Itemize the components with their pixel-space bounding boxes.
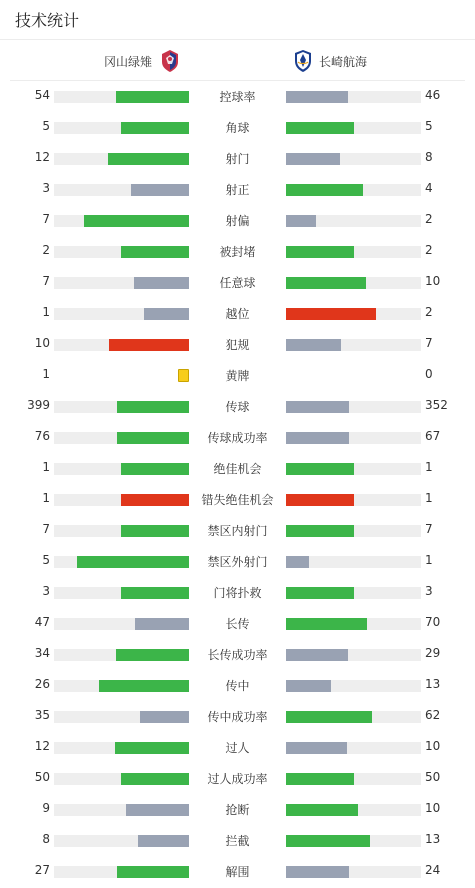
stat-label: 传中	[225, 679, 250, 693]
away-stat-bar-fill	[286, 494, 354, 506]
away-stat-bar-fill	[286, 153, 340, 165]
away-stat-bar	[286, 680, 421, 692]
home-stat-bar-fill	[117, 866, 189, 878]
home-stat-bar-fill	[121, 463, 189, 475]
stat-row	[0, 484, 475, 515]
away-stat-bar-fill	[286, 587, 354, 599]
away-stat-value: 50	[425, 770, 441, 784]
home-stat-value: 1	[42, 305, 50, 319]
away-stat-value: 62	[425, 708, 441, 722]
home-stat-value: 1	[42, 491, 50, 505]
away-stat-bar	[286, 742, 421, 754]
home-stat-bar-fill	[77, 556, 189, 568]
home-stat-bar-fill	[99, 680, 189, 692]
stat-label: 传球成功率	[207, 431, 268, 445]
away-stat-value: 10	[425, 739, 441, 753]
home-stat-bar	[54, 184, 189, 196]
stat-label: 禁区内射门	[207, 524, 268, 538]
away-stat-value: 24	[425, 863, 441, 877]
home-stat-bar	[54, 618, 189, 630]
home-stat-bar	[54, 835, 189, 847]
stat-label: 绝佳机会	[213, 462, 262, 476]
stat-label: 过人	[225, 741, 250, 755]
home-stat-bar-fill	[121, 587, 189, 599]
home-stat-bar	[54, 463, 189, 475]
home-stat-value: 76	[34, 429, 50, 443]
page-header	[0, 0, 475, 40]
home-stat-bar-fill	[121, 122, 189, 134]
stat-label: 门将扑救	[213, 586, 262, 600]
away-stat-value: 2	[425, 305, 433, 319]
away-stat-bar-fill	[286, 432, 349, 444]
away-stat-bar	[286, 556, 421, 568]
stat-label: 控球率	[219, 90, 256, 104]
stat-row	[0, 360, 475, 391]
stat-row	[0, 546, 475, 577]
home-stat-value: 8	[42, 832, 50, 846]
stat-label: 射门	[225, 152, 250, 166]
home-stat-bar-fill	[117, 401, 189, 413]
home-stat-value: 50	[34, 770, 50, 784]
away-stat-bar-fill	[286, 680, 331, 692]
away-team[interactable]	[293, 49, 367, 73]
home-stat-bar-fill	[126, 804, 189, 816]
away-stat-value: 70	[425, 615, 441, 629]
stat-row	[0, 763, 475, 794]
home-stat-bar	[54, 339, 189, 351]
away-stat-bar	[286, 91, 421, 103]
away-stat-bar	[286, 339, 421, 351]
away-stat-bar	[286, 153, 421, 165]
home-stat-bar	[54, 277, 189, 289]
yellow-card-icon	[178, 369, 189, 382]
away-stat-bar	[286, 184, 421, 196]
home-stat-bar	[54, 804, 189, 816]
away-stat-bar-fill	[286, 401, 349, 413]
away-stat-bar	[286, 494, 421, 506]
stat-label: 任意球	[219, 276, 256, 290]
home-stat-bar	[54, 556, 189, 568]
home-stat-value: 7	[42, 274, 50, 288]
stat-row	[0, 174, 475, 205]
stat-row	[0, 143, 475, 174]
home-stat-value: 3	[42, 181, 50, 195]
teams-header	[10, 40, 465, 81]
away-stat-bar-fill	[286, 215, 316, 227]
home-stat-bar-fill	[116, 91, 189, 103]
stat-row	[0, 608, 475, 639]
home-stat-bar-fill	[140, 711, 189, 723]
away-stat-value: 2	[425, 212, 433, 226]
stat-row	[0, 236, 475, 267]
home-stat-bar	[54, 649, 189, 661]
stat-label: 过人成功率	[207, 772, 268, 786]
stat-label: 角球	[225, 121, 250, 135]
stat-label: 传中成功率	[207, 710, 268, 724]
away-stat-value: 10	[425, 274, 441, 288]
away-team-name: 长崎航海	[319, 54, 368, 69]
away-stat-bar-fill	[286, 122, 354, 134]
home-stat-bar-fill	[138, 835, 189, 847]
away-stat-value: 5	[425, 119, 433, 133]
stat-row	[0, 577, 475, 608]
home-stat-bar-fill	[121, 773, 189, 785]
home-stat-bar	[54, 587, 189, 599]
away-stat-value: 13	[425, 832, 441, 846]
home-stat-bar	[54, 742, 189, 754]
stat-label: 长传成功率	[207, 648, 268, 662]
stat-label: 黄牌	[225, 369, 250, 383]
stat-row	[0, 81, 475, 112]
home-stat-value: 3	[42, 584, 50, 598]
stat-label: 解围	[225, 865, 250, 879]
away-stat-bar-fill	[286, 773, 354, 785]
away-stat-value: 13	[425, 677, 441, 691]
home-stat-bar	[54, 525, 189, 537]
away-stat-bar	[286, 649, 421, 661]
away-stat-bar-fill	[286, 463, 354, 475]
home-stat-bar-fill	[115, 742, 189, 754]
stat-label: 拦截	[225, 834, 250, 848]
stat-label: 犯规	[225, 338, 250, 352]
away-stat-bar	[286, 804, 421, 816]
away-stat-bar-fill	[286, 308, 376, 320]
away-stat-bar-fill	[286, 649, 348, 661]
home-stat-bar	[54, 401, 189, 413]
away-stat-bar-fill	[286, 246, 354, 258]
away-stat-value: 29	[425, 646, 441, 660]
stat-row	[0, 453, 475, 484]
home-stat-value: 1	[42, 367, 50, 381]
stat-label: 抢断	[225, 803, 250, 817]
stat-row	[0, 856, 475, 887]
away-stat-bar-fill	[286, 835, 370, 847]
stat-row	[0, 422, 475, 453]
home-stat-value: 47	[34, 615, 50, 629]
home-stat-bar-fill	[121, 246, 189, 258]
away-stat-bar-fill	[286, 742, 347, 754]
stat-row	[0, 732, 475, 763]
home-stat-bar	[54, 711, 189, 723]
away-stat-value: 7	[425, 336, 433, 350]
stat-row	[0, 267, 475, 298]
home-stat-bar-fill	[117, 432, 189, 444]
away-stat-bar-fill	[286, 91, 348, 103]
stat-label: 禁区外射门	[207, 555, 268, 569]
home-stat-bar	[54, 308, 189, 320]
away-stat-bar	[286, 401, 421, 413]
stat-row	[0, 639, 475, 670]
home-stat-value: 35	[34, 708, 50, 722]
home-team[interactable]	[104, 49, 180, 73]
home-stat-bar	[54, 122, 189, 134]
away-stat-bar	[286, 432, 421, 444]
away-stat-value: 8	[425, 150, 433, 164]
stat-label: 越位	[225, 307, 250, 321]
home-stat-bar	[54, 153, 189, 165]
away-stat-bar-fill	[286, 556, 309, 568]
away-stat-bar	[286, 835, 421, 847]
away-stat-bar-fill	[286, 184, 363, 196]
home-stat-value: 7	[42, 212, 50, 226]
home-stat-bar	[54, 91, 189, 103]
home-stat-value: 54	[34, 88, 50, 102]
away-stat-value: 2	[425, 243, 433, 257]
away-stat-bar	[286, 773, 421, 785]
home-stat-bar	[54, 866, 189, 878]
away-stat-bar	[286, 246, 421, 258]
home-stat-bar-fill	[144, 308, 189, 320]
stat-row	[0, 112, 475, 143]
home-stat-bar	[54, 494, 189, 506]
away-stat-bar	[286, 463, 421, 475]
home-stat-bar	[54, 773, 189, 785]
away-stat-bar	[286, 122, 421, 134]
away-stat-bar	[286, 618, 421, 630]
home-stat-value: 12	[34, 150, 50, 164]
stat-row	[0, 670, 475, 701]
stat-label: 被封堵	[219, 245, 256, 259]
away-stat-bar	[286, 308, 421, 320]
home-stat-bar-fill	[131, 184, 189, 196]
away-stat-value: 67	[425, 429, 441, 443]
stat-row	[0, 205, 475, 236]
home-stat-bar	[54, 246, 189, 258]
home-stat-bar	[54, 432, 189, 444]
away-stat-value: 46	[425, 88, 441, 102]
away-stat-bar-fill	[286, 711, 372, 723]
home-stat-bar-fill	[84, 215, 189, 227]
away-stat-bar	[286, 215, 421, 227]
away-stat-value: 3	[425, 584, 433, 598]
stat-row	[0, 701, 475, 732]
home-stat-value: 9	[42, 801, 50, 815]
home-stat-value: 34	[34, 646, 50, 660]
away-stat-bar	[286, 277, 421, 289]
away-stat-bar	[286, 587, 421, 599]
away-stat-bar	[286, 866, 421, 878]
away-stat-bar-fill	[286, 866, 349, 878]
stat-row	[0, 515, 475, 546]
away-stat-value: 1	[425, 553, 433, 567]
home-stat-value: 2	[42, 243, 50, 257]
home-stat-value: 7	[42, 522, 50, 536]
away-stat-bar	[286, 525, 421, 537]
home-stat-value: 5	[42, 119, 50, 133]
home-stat-value: 399	[27, 398, 50, 412]
home-stat-value: 26	[34, 677, 50, 691]
home-stat-value: 12	[34, 739, 50, 753]
away-stat-bar-fill	[286, 277, 366, 289]
home-stat-value: 5	[42, 553, 50, 567]
away-stat-bar-fill	[286, 618, 367, 630]
stat-row	[0, 794, 475, 825]
page-title: 技术统计	[15, 11, 80, 30]
away-stat-value: 1	[425, 491, 433, 505]
home-stat-value: 10	[34, 336, 50, 350]
away-stat-value: 0	[425, 367, 433, 381]
stat-label: 射偏	[225, 214, 250, 228]
home-stat-bar-fill	[121, 525, 189, 537]
home-stat-value: 27	[34, 863, 50, 877]
away-stat-value: 7	[425, 522, 433, 536]
away-stat-value: 10	[425, 801, 441, 815]
stat-row	[0, 825, 475, 856]
stat-row	[0, 298, 475, 329]
stat-row	[0, 391, 475, 422]
home-stat-value: 1	[42, 460, 50, 474]
stat-label: 传球	[225, 400, 250, 414]
home-stat-bar-fill	[109, 339, 189, 351]
home-stat-bar-fill	[135, 618, 189, 630]
away-stat-value: 352	[425, 398, 448, 412]
away-stat-value: 4	[425, 181, 433, 195]
home-stat-bar-fill	[121, 494, 189, 506]
stat-label: 错失绝佳机会	[201, 493, 274, 507]
away-stat-bar	[286, 711, 421, 723]
home-stat-bar-fill	[134, 277, 189, 289]
stat-label: 长传	[225, 617, 250, 631]
away-stat-bar-fill	[286, 804, 358, 816]
away-stat-bar-fill	[286, 339, 341, 351]
home-stat-bar-fill	[116, 649, 189, 661]
home-team-name: 冈山绿雉	[103, 54, 152, 69]
home-team-logo-icon	[160, 49, 180, 73]
away-stat-value: 1	[425, 460, 433, 474]
home-stat-bar	[54, 680, 189, 692]
stat-row	[0, 329, 475, 360]
away-team-logo-icon	[293, 49, 313, 73]
home-stat-bar-fill	[108, 153, 189, 165]
home-stat-bar	[54, 215, 189, 227]
away-stat-bar-fill	[286, 525, 354, 537]
stat-label: 射正	[225, 183, 250, 197]
